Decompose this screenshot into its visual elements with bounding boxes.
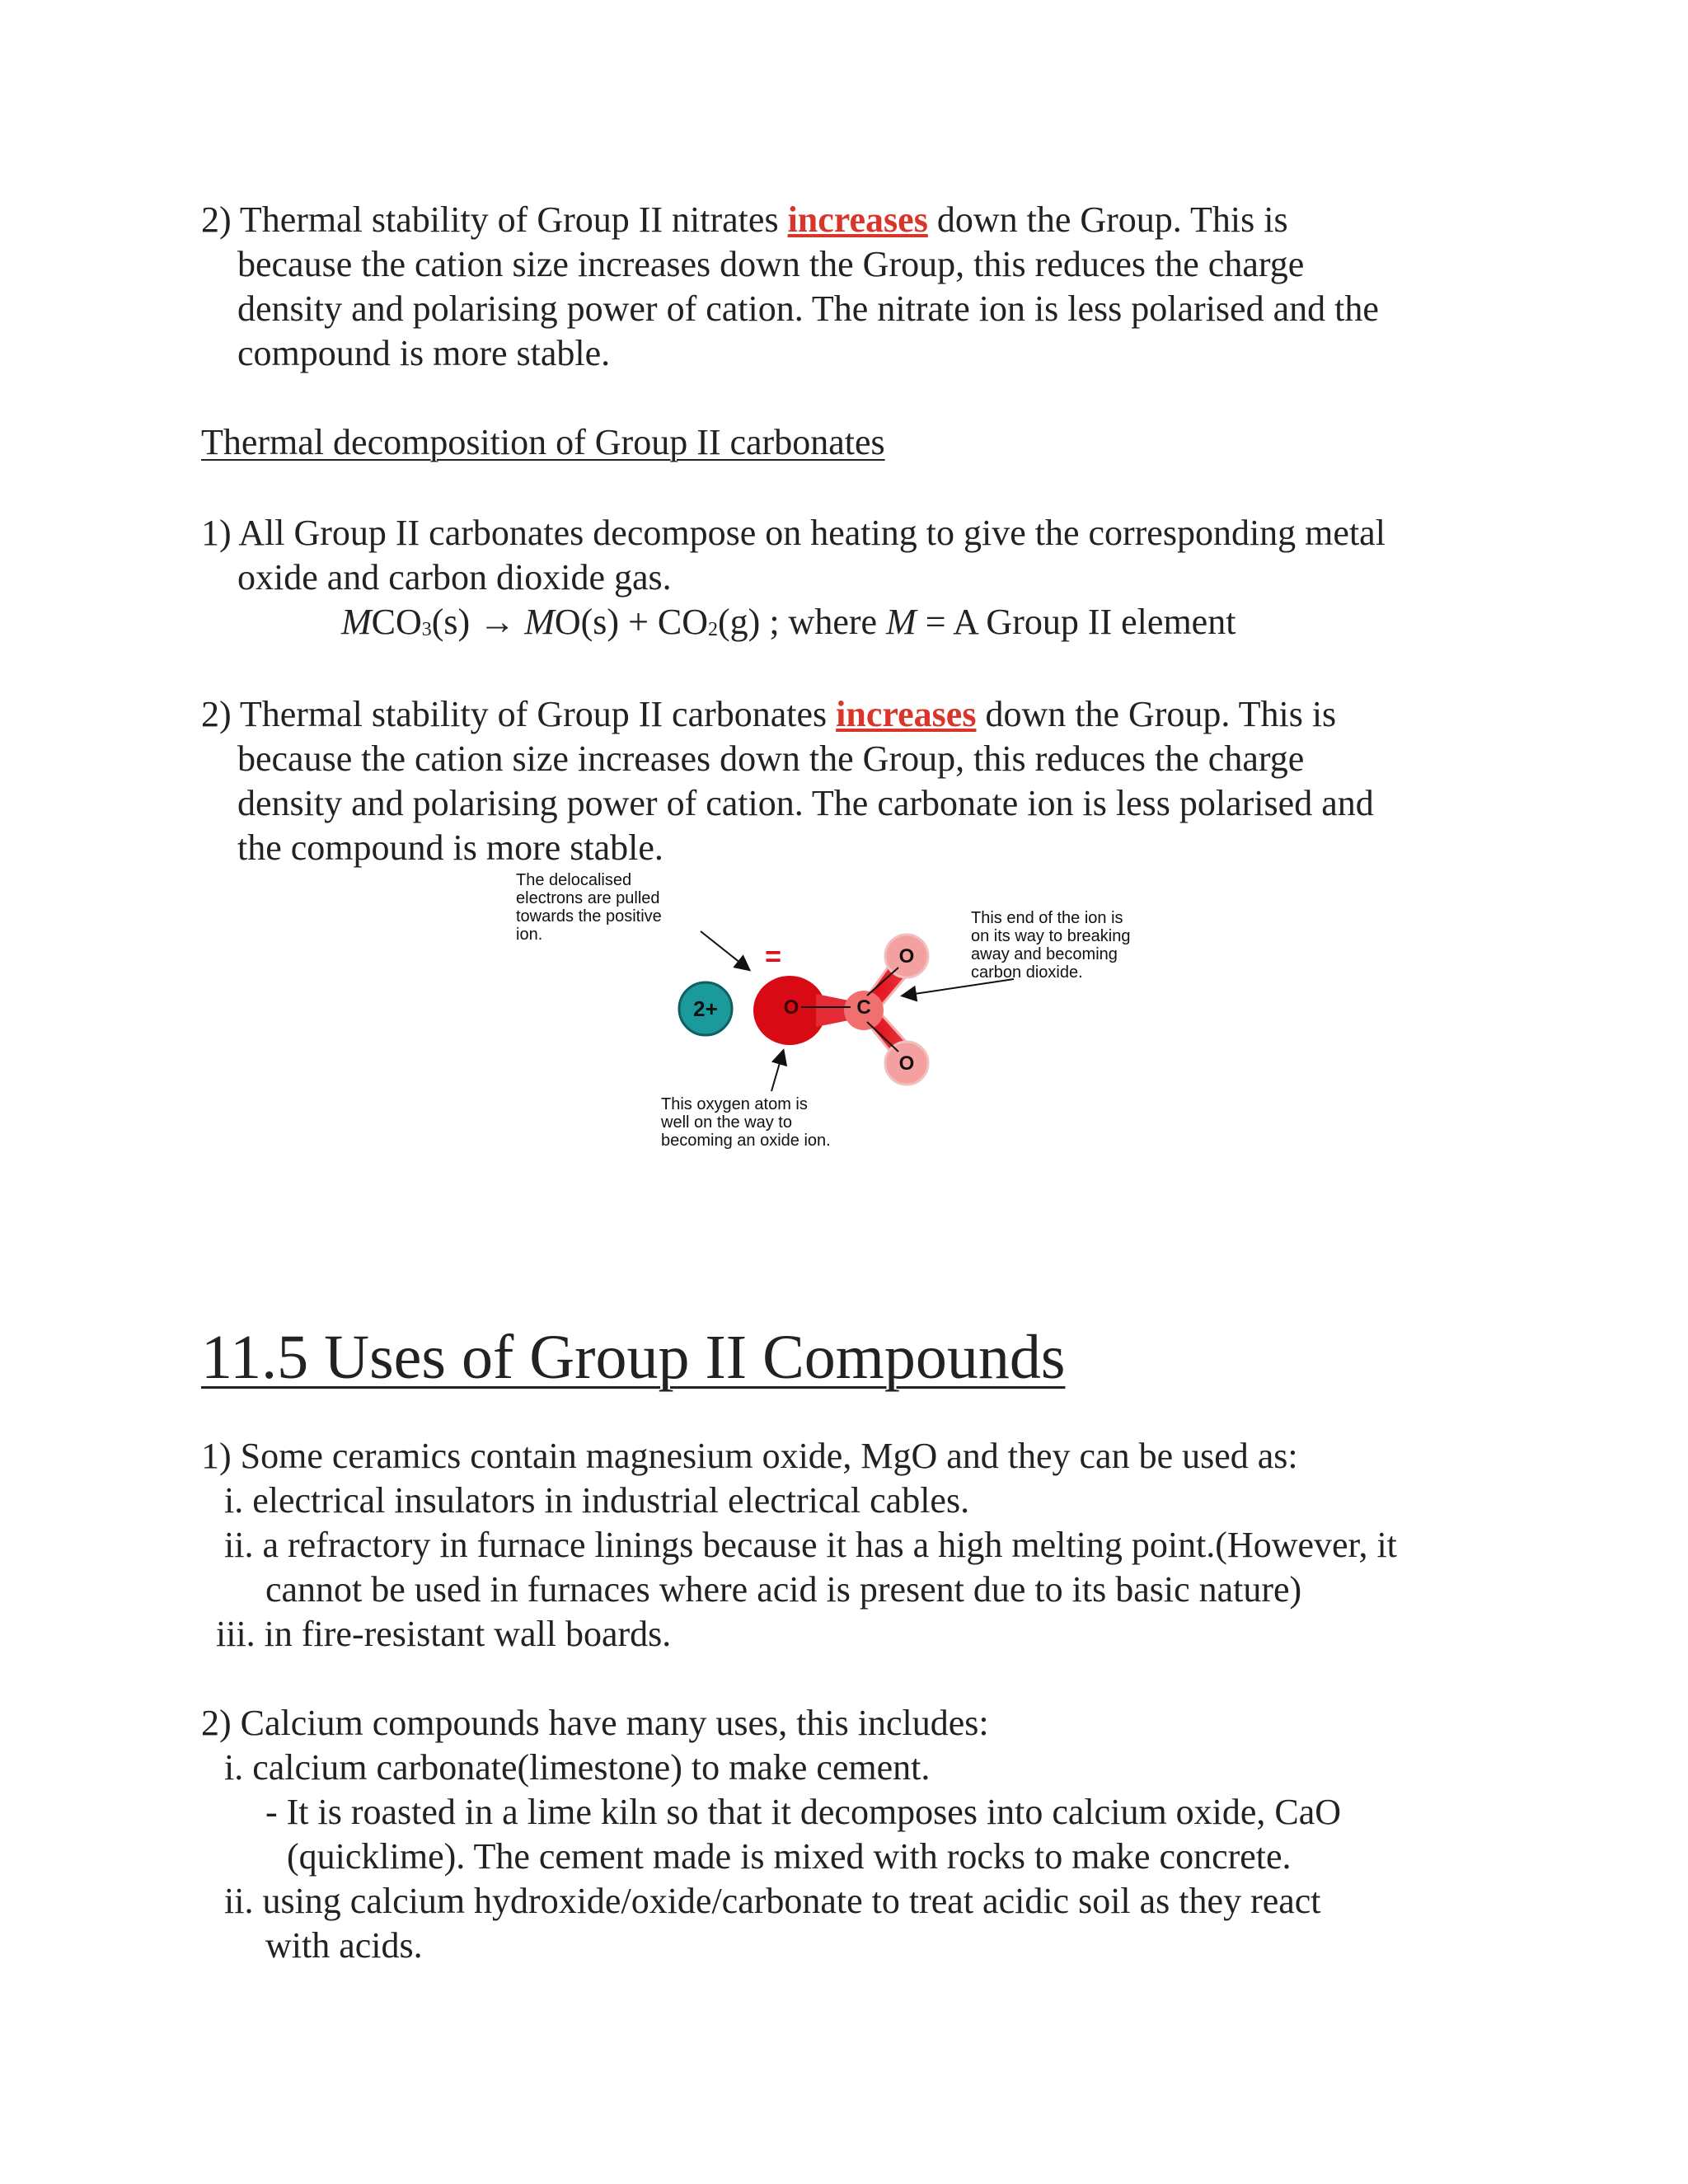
atom-o-left: O	[783, 996, 799, 1019]
uses-point1-item-i: i. electrical insulators in industrial electrical cables.	[224, 1480, 970, 1521]
eq-sub-2: 2	[708, 619, 719, 640]
carbonates-point1-line2: oxide and carbon dioxide gas.	[237, 557, 672, 598]
arrow-to-co2-end	[903, 979, 1014, 996]
cation	[679, 982, 732, 1035]
label-right-line2: on its way to breaking	[971, 927, 1131, 945]
nitrates-point2-line3: density and polarising power of cation. The nitrate ion is less polarised and the	[237, 288, 1379, 329]
atom-o-top: O	[898, 945, 915, 968]
eq-tail: = A Group II element	[916, 602, 1236, 642]
label-right-line3: away and becoming	[971, 945, 1118, 963]
carbonate-polarisation-diagram	[495, 870, 1170, 1167]
uses-point2-item-i-sub-line2: (quicklime). The cement made is mixed with rocks to make concrete.	[287, 1836, 1292, 1877]
carbonates-point2-line2: because the cation size increases down the Group, this reduces the charge	[237, 738, 1305, 779]
decomposition-equation	[341, 600, 1236, 652]
increases-highlight: increases	[787, 199, 928, 240]
uses-point1-intro: 1) Some ceramics contain magnesium oxide, MgO and they can be used as:	[201, 1436, 1298, 1476]
nitrates-point2-text-a: 2) Thermal stability of Group II nitrates	[201, 199, 788, 240]
uses-point1-item-iii: iii. in fire-resistant wall boards.	[216, 1614, 672, 1654]
eq-co3: CO	[371, 602, 422, 642]
arrow-to-ion	[701, 931, 748, 969]
uses-point2-item-ii-line2: with acids.	[265, 1925, 423, 1966]
carbonates-point2-line4: the compound is more stable.	[237, 827, 663, 868]
uses-point2-item-i: i. calcium carbonate(limestone) to make cement.	[224, 1747, 931, 1788]
uses-point2-item-i-sub-line1: - It is roasted in a lime kiln so that it decomposes into calcium oxide, CaO	[265, 1792, 1342, 1832]
equals-sign: =	[765, 941, 781, 972]
eq-gas: (g) ; where	[718, 602, 887, 642]
nitrates-point2-line2: because the cation size increases down the Group, this reduces the charge	[237, 244, 1305, 284]
nitrates-point2-line4: compound is more stable.	[237, 333, 611, 373]
label-right-line1: This end of the ion is	[971, 909, 1123, 927]
uses-point1-item-ii-line1: ii. a refractory in furnace linings because it has a high melting point.(However, it	[224, 1525, 1397, 1565]
label-bottom-line3: becoming an oxide ion.	[661, 1132, 831, 1150]
carbonates-point1-line1: 1) All Group II carbonates decompose on heating to give the corresponding metal	[201, 513, 1386, 553]
label-bottom-line1: This oxygen atom is	[661, 1095, 808, 1113]
atom-o-bottom: O	[898, 1052, 915, 1075]
atom-c: C	[856, 996, 871, 1019]
label-oxide-ion	[660, 1095, 831, 1150]
carbonates-point2-text-a: 2) Thermal stability of Group II carbonates	[201, 694, 837, 734]
uses-point2-item-ii-line1: ii. using calcium hydroxide/oxide/carbonate to treat acidic soil as they react	[224, 1881, 1321, 1921]
eq-sub-3: 3	[421, 619, 432, 640]
nitrates-point2-line1	[201, 198, 1288, 242]
label-left-line3: towards the positive	[516, 907, 662, 926]
cation-charge: 2+	[693, 996, 718, 1021]
eq-metal-3: M	[886, 602, 917, 642]
label-left-line1: The delocalised	[516, 871, 632, 889]
uses-point1-item-ii-line2: cannot be used in furnaces where acid is present due to its basic nature)	[265, 1569, 1302, 1610]
eq-arrow: (s) →	[431, 602, 525, 642]
carbonates-point2-line3: density and polarising power of cation. The carbonate ion is less polarised and	[237, 783, 1374, 823]
arrow-to-oxygen	[771, 1052, 783, 1091]
label-co2-end	[971, 909, 1135, 982]
eq-products: O(s) + CO	[554, 602, 709, 642]
uses-point2-intro: 2) Calcium compounds have many uses, this includes:	[201, 1703, 989, 1743]
label-delocalised	[516, 871, 666, 944]
increases-highlight-2: increases	[836, 694, 977, 734]
eq-metal-1: M	[341, 602, 372, 642]
label-right-line4: carbon dioxide.	[971, 963, 1083, 982]
nitrates-point2-text-b: down the Group. This is	[927, 199, 1288, 240]
eq-metal-2: M	[524, 602, 555, 642]
carbonates-point2-line1	[201, 692, 1336, 737]
section-heading-uses: 11.5 Uses of Group II Compounds	[201, 1323, 1066, 1392]
section-title-carbonates: Thermal decomposition of Group II carbonates	[201, 422, 885, 462]
carbonates-point2-text-b: down the Group. This is	[976, 694, 1337, 734]
label-bottom-line2: well on the way to	[661, 1113, 792, 1132]
label-left-line4: ion.	[516, 926, 543, 944]
label-left-line2: electrons are pulled	[516, 889, 660, 907]
